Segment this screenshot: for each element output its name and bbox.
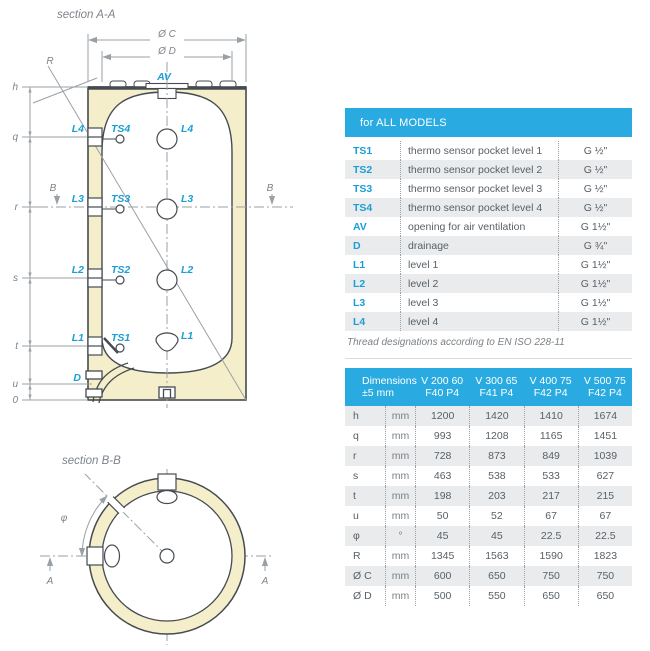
table-row: [345, 466, 632, 486]
dim-s: s: [13, 273, 18, 284]
table-row: [345, 546, 632, 566]
ts1-label: TS1: [111, 332, 131, 344]
table-row: [345, 160, 632, 179]
dim-value: 650: [469, 566, 523, 586]
connection-code: L4: [353, 315, 366, 328]
table-row: [345, 426, 632, 446]
section-a-marker-right: A: [261, 576, 269, 587]
connection-size: G ¾": [558, 236, 632, 255]
dim-value: 650: [578, 586, 632, 606]
dim-label: t: [353, 490, 356, 502]
dim-label: s: [353, 470, 359, 482]
connection-size: G 1½": [558, 217, 632, 236]
dim-u: u: [12, 379, 18, 390]
connection-code: TS4: [353, 201, 373, 214]
table-row: [345, 274, 632, 293]
dim-value: 533: [524, 466, 578, 486]
l4-wall-label: L4: [71, 123, 84, 135]
table-row: [345, 198, 632, 217]
dim-value: 22.5: [524, 526, 578, 546]
dim-value: 67: [578, 506, 632, 526]
dim-value: 849: [524, 446, 578, 466]
dim-value: 1563: [469, 546, 523, 566]
dim-unit: mm: [385, 466, 415, 486]
dim-value: 500: [415, 586, 469, 606]
connection-desc: level 2: [400, 274, 558, 293]
dim-value: 1823: [578, 546, 632, 566]
table-row: [345, 293, 632, 312]
dimensions-table: [345, 368, 632, 606]
connection-code: TS1: [353, 144, 373, 157]
thread-note: Thread designations according to EN ISO 228-11: [347, 337, 565, 348]
dimensions-title: Dimensions ±5 mm: [362, 375, 417, 399]
dia-c-label: Ø C: [158, 29, 176, 40]
connections-table-header: [345, 108, 632, 137]
dim-t: t: [15, 341, 18, 352]
table-row: [345, 255, 632, 274]
model-header: V 400 75 F42 P4: [529, 375, 572, 399]
dim-unit: mm: [385, 586, 415, 606]
dim-value: 1410: [524, 406, 578, 426]
table-row: [345, 179, 632, 198]
l4-center-label: L4: [181, 123, 194, 135]
section-b-title: section B-B: [62, 455, 121, 467]
dim-value: 52: [469, 506, 523, 526]
dim-value: 873: [469, 446, 523, 466]
radius-label: R: [46, 56, 54, 67]
connection-size: G ½": [558, 160, 632, 179]
model-header: V 500 75 F42 P4: [583, 375, 626, 399]
table-row: [345, 312, 632, 331]
dim-value: 728: [415, 446, 469, 466]
connections-table-title: for ALL MODELS: [360, 116, 447, 129]
dia-d-label: Ø D: [158, 46, 176, 57]
connection-code: L1: [353, 258, 366, 271]
l1-center-label: L1: [181, 330, 194, 342]
dim-value: 198: [415, 486, 469, 506]
dim-value: 1590: [524, 546, 578, 566]
section-b-view: [40, 469, 272, 645]
dim-value: 45: [415, 526, 469, 546]
section-b-marker-left: B: [49, 183, 57, 194]
connection-code: L3: [353, 296, 366, 309]
dim-value: 650: [524, 586, 578, 606]
connection-size: G 1½": [558, 312, 632, 331]
dim-value: 1039: [578, 446, 632, 466]
dim-value: 600: [415, 566, 469, 586]
dim-value: 538: [469, 466, 523, 486]
dim-label: Ø C: [353, 570, 372, 582]
l2-wall-label: L2: [71, 264, 84, 276]
connection-desc: opening for air ventilation: [400, 217, 558, 236]
phi-label: φ: [60, 513, 68, 524]
connection-size: G 1½": [558, 293, 632, 312]
connection-desc: level 4: [400, 312, 558, 331]
dim-value: 22.5: [578, 526, 632, 546]
connection-size: G 1½": [558, 255, 632, 274]
dim-value: 1165: [524, 426, 578, 446]
connection-desc: thermo sensor pocket level 1: [400, 141, 558, 160]
connection-size: G ½": [558, 141, 632, 160]
table-row: [345, 446, 632, 466]
dim-0: 0: [12, 395, 18, 406]
table-row: [345, 217, 632, 236]
connection-code: L2: [353, 277, 366, 290]
table-row: [345, 586, 632, 606]
dim-value: 463: [415, 466, 469, 486]
dim-unit: mm: [385, 506, 415, 526]
connection-code: TS2: [353, 163, 373, 176]
l1-wall-label: L1: [71, 332, 84, 344]
section-a-title: section A-A: [57, 9, 116, 21]
connection-desc: thermo sensor pocket level 2: [400, 160, 558, 179]
model-header: V 300 65 F41 P4: [475, 375, 518, 399]
dim-label: R: [353, 550, 361, 562]
dim-r: r: [14, 202, 18, 213]
section-b-marker-right: B: [266, 183, 274, 194]
dim-value: 993: [415, 426, 469, 446]
dim-value: 215: [578, 486, 632, 506]
l2-center-label: L2: [181, 264, 194, 276]
l3-center-label: L3: [181, 193, 194, 205]
drain-label: D: [73, 372, 81, 384]
dim-unit: mm: [385, 406, 415, 426]
dim-label: q: [353, 430, 359, 442]
model-header: V 200 60 F40 P4: [421, 375, 464, 399]
dim-value: 217: [524, 486, 578, 506]
dim-label: u: [353, 510, 359, 522]
dim-value: 627: [578, 466, 632, 486]
dim-label: r: [353, 450, 357, 462]
dim-q: q: [12, 132, 18, 143]
connection-desc: thermo sensor pocket level 3: [400, 179, 558, 198]
connection-code: AV: [353, 220, 367, 233]
dim-unit: mm: [385, 566, 415, 586]
connection-size: G ½": [558, 198, 632, 217]
table-row: [345, 486, 632, 506]
connection-desc: drainage: [400, 236, 558, 255]
dim-unit: mm: [385, 546, 415, 566]
dim-unit: mm: [385, 486, 415, 506]
section-a-marker-left: A: [46, 576, 54, 587]
dim-unit: mm: [385, 446, 415, 466]
dim-value: 50: [415, 506, 469, 526]
connection-desc: thermo sensor pocket level 4: [400, 198, 558, 217]
connection-size: G ½": [558, 179, 632, 198]
ts2-label: TS2: [111, 264, 131, 276]
connection-code: TS3: [353, 182, 373, 195]
dim-label: h: [353, 410, 359, 422]
dim-value: 1208: [469, 426, 523, 446]
dim-value: 1451: [578, 426, 632, 446]
dim-h: h: [12, 82, 18, 93]
dim-value: 1200: [415, 406, 469, 426]
av-label: AV: [157, 71, 171, 83]
dim-value: 750: [578, 566, 632, 586]
dim-value: 1345: [415, 546, 469, 566]
dim-value: 550: [469, 586, 523, 606]
connection-desc: level 3: [400, 293, 558, 312]
section-divider: [345, 358, 632, 359]
dim-label: φ: [353, 530, 360, 542]
ts3-label: TS3: [111, 193, 131, 205]
table-row: [345, 526, 632, 546]
table-row: [345, 236, 632, 255]
dim-value: 45: [469, 526, 523, 546]
dim-unit: mm: [385, 426, 415, 446]
dim-value: 203: [469, 486, 523, 506]
connection-desc: level 1: [400, 255, 558, 274]
dim-value: 1674: [578, 406, 632, 426]
connection-code: D: [353, 239, 361, 252]
table-row: [345, 566, 632, 586]
dim-value: 750: [524, 566, 578, 586]
dimensions-table-header: [345, 368, 632, 406]
l3-wall-label: L3: [71, 193, 84, 205]
dim-unit: °: [385, 526, 415, 546]
table-row: [345, 406, 632, 426]
table-row: [345, 141, 632, 160]
ts4-label: TS4: [111, 123, 131, 135]
connection-size: G 1½": [558, 274, 632, 293]
connections-table: [345, 108, 632, 331]
dim-label: Ø D: [353, 590, 372, 602]
dim-value: 67: [524, 506, 578, 526]
table-row: [345, 506, 632, 526]
dim-value: 1420: [469, 406, 523, 426]
